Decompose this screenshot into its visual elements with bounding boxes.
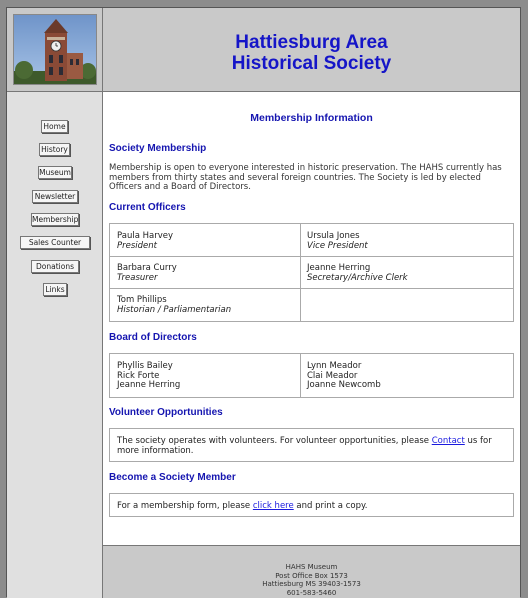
nav-donations-button[interactable]: Donations	[31, 260, 79, 273]
officer-name: Ursula Jones	[307, 231, 360, 241]
officer-name: Paula Harvey	[117, 231, 173, 241]
volunteer-text-part: us for more information.	[117, 436, 492, 456]
nav-newsletter-button[interactable]: Newsletter	[32, 190, 78, 203]
volunteer-text-part: The society operates with volunteers. For volunteer opportunities, please	[117, 436, 432, 446]
volunteer-opportunities-heading: Volunteer Opportunities	[109, 407, 223, 418]
director-name: Phyllis Bailey	[117, 361, 173, 371]
current-officers-heading: Current Officers	[109, 202, 186, 213]
officers-table	[109, 223, 514, 322]
page-title: Membership Information	[250, 112, 373, 124]
footer-line: Post Office Box 1573	[275, 571, 348, 580]
director-name: Rick Forte	[117, 370, 160, 381]
logo-cell	[7, 8, 103, 92]
site-title-line1: Hattiesburg Area	[235, 32, 388, 53]
page-frame	[6, 7, 521, 597]
footer-line: 601-583-5460	[286, 588, 337, 597]
form-text-part: and print a copy.	[293, 501, 368, 511]
officer-role: Historian / Parliamentarian	[117, 304, 232, 315]
main-content	[103, 92, 520, 545]
society-membership-heading: Society Membership	[109, 143, 207, 154]
officer-name: Jeanne Herring	[307, 263, 371, 273]
clock-tower-photo[interactable]	[13, 14, 97, 85]
officer-cell	[300, 259, 415, 288]
membership-form-box	[109, 493, 514, 517]
officer-cell	[110, 291, 238, 320]
click-here-link[interactable]: click here	[252, 501, 294, 511]
society-membership-text: Membership is open to everyone interested in historic preservation. The HAHS currently has members from thirty states and several foreign countries. The Society is led by elected Officers and a Board of Directors.	[109, 163, 502, 192]
site-title-line2: Historical Society	[231, 53, 392, 74]
director-name: Clai Meador	[307, 370, 358, 381]
volunteer-text	[110, 432, 510, 461]
footer-line: HAHS Museum	[285, 563, 338, 571]
board-of-directors-heading: Board of Directors	[109, 332, 197, 343]
director-name: Joanne Newcomb	[307, 380, 381, 390]
nav-membership-button[interactable]: Membership	[32, 215, 79, 224]
director-name: Lynn Meador	[307, 361, 362, 371]
board-column-right	[300, 357, 388, 396]
board-column-left	[110, 357, 187, 396]
officer-role: President	[117, 240, 157, 251]
officer-cell	[300, 227, 375, 256]
form-text-part: For a membership form, please	[117, 501, 253, 511]
membership-form-text	[110, 497, 510, 517]
contact-link[interactable]: Contact	[431, 436, 465, 446]
become-member-heading: Become a Society Member	[109, 472, 236, 483]
officer-name: Tom Phillips	[117, 295, 167, 305]
officer-name: Barbara Curry	[117, 263, 177, 273]
officer-cell	[110, 227, 180, 256]
site-header	[103, 8, 520, 92]
board-table	[109, 353, 514, 398]
nav-links-button[interactable]: Links	[43, 283, 67, 296]
nav-home-button[interactable]: Home	[41, 120, 68, 133]
nav-museum-button[interactable]: Museum	[39, 168, 71, 177]
volunteer-box	[109, 428, 514, 462]
officer-role: Vice President	[307, 240, 368, 251]
officer-cell	[110, 259, 184, 288]
sidebar-nav	[7, 92, 103, 598]
site-footer	[103, 545, 520, 598]
officer-role: Secretary/Archive Clerk	[307, 272, 408, 283]
footer-line: Hattiesburg MS 39403-1573	[262, 580, 361, 588]
director-name: Jeanne Herring	[117, 380, 181, 390]
officer-role: Treasurer	[117, 272, 158, 283]
nav-history-button[interactable]: History	[39, 143, 70, 156]
clock-tower-icon	[14, 15, 97, 85]
nav-sales-counter-button[interactable]: Sales Counter	[20, 236, 90, 249]
